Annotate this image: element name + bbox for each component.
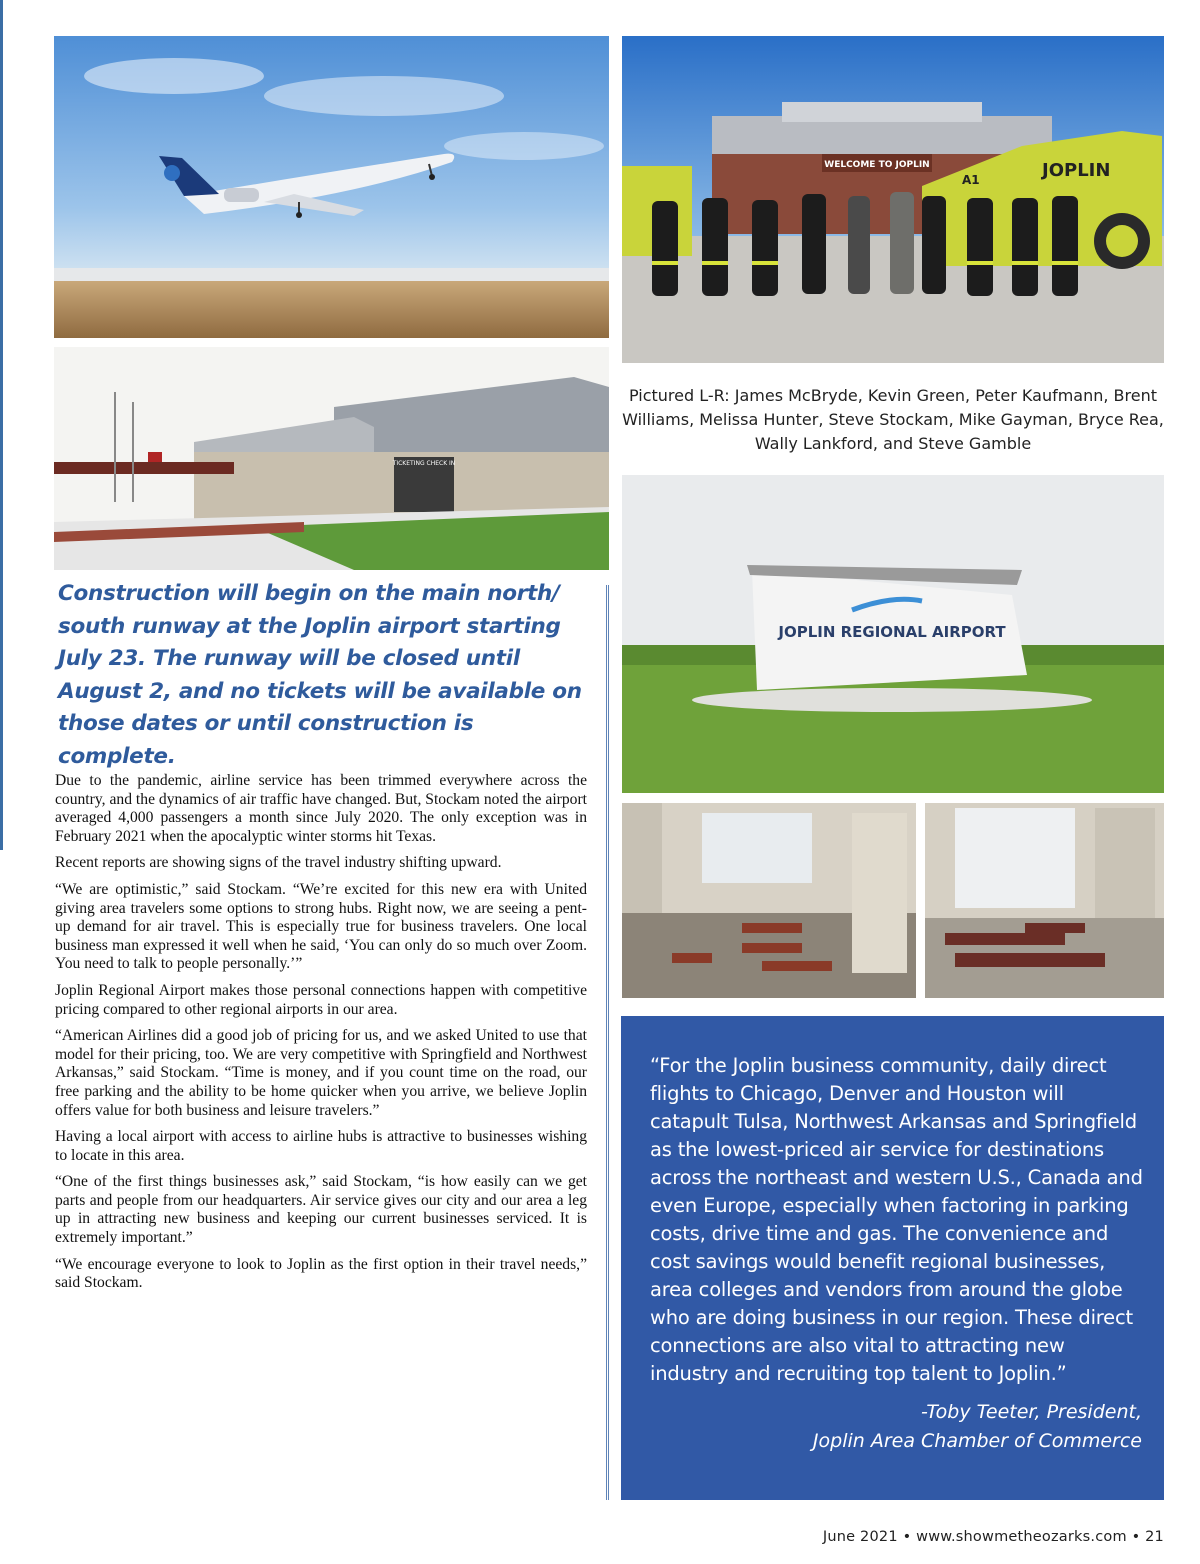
attribution-line-2: Joplin Area Chamber of Commerce: [812, 1430, 1142, 1452]
article-paragraph: “We encourage everyone to look to Joplin as the first option in their travel needs,” said Stockam.: [55, 1255, 587, 1292]
jet-takeoff-photo: [54, 36, 609, 338]
article-paragraph: Having a local airport with access to airline hubs is attractive to businesses wishing to locate in this area.: [55, 1128, 587, 1164]
firecrew-group-photo: [622, 36, 1164, 363]
photo-caption: Pictured L-R: James McBryde, Kevin Green, Peter Kaufmann, Brent Williams, Melissa Hunter, Steve Stockam, Mike Gayman, Bryce Rea, Wally Lankford, and Steve Gamble: [622, 386, 1164, 453]
article-paragraph: “We are optimistic,” said Stockam. “We’re excited for this new era with United giving area travelers some options to strong hubs. Right now, we are seeing a pent-up demand for air travel. This is especially true for business travelers. One local business man expressed it well when he said, ‘You can only do so much over Zoom. You need to talk to people personally.’”: [55, 880, 587, 973]
column-divider: [606, 585, 609, 1500]
article-paragraph: Due to the pandemic, airline service has been trimmed everywhere across the country, and the dynamics of air traffic have changed. But, Stockam noted the airport averaged 4,000 passengers a month since July 2020. The only exception was in February 2021 when the apocalyptic winter storms hit Texas.: [55, 772, 587, 845]
interior-seating-photo-2: [925, 803, 1164, 998]
terminal-welcome-text: WELCOME TO JOPLIN: [824, 160, 930, 170]
attribution-line-1: -Toby Teeter, President,: [920, 1401, 1142, 1423]
pull-quote: Construction will begin on the main north/ south runway at the Joplin airport starting July 23. The runway will be closed until August 2, and no tickets will be available on those dates or until construction is complete.: [58, 581, 582, 769]
article-paragraph: Joplin Regional Airport makes those personal connections happen with competitive pricing compared to other regional airports in our area.: [55, 981, 587, 1018]
page-footer: June 2021 • www.showmetheozarks.com • 21: [822, 1529, 1164, 1545]
truck-number-text: A1: [962, 173, 980, 187]
terminal-sign-text: TICKETING CHECK IN: [392, 460, 456, 467]
article-paragraph: “American Airlines did a good job of pricing for us, and we asked United to use that model for their pricing, too. We are very competitive with Springfield and Northwest Arkansas,” said Stockam. “Time is money, and if you count time on the road, our free parking and the ability to be home quicker when you arrive, we believe Joplin offers value for both business and leisure travelers.”: [55, 1027, 587, 1119]
sign-name-text: JOPLIN REGIONAL AIRPORT: [778, 623, 1006, 641]
airport-sign-photo: [622, 475, 1164, 793]
quote-text: “For the Joplin business community, daily direct flights to Chicago, Denver and Houston will catapult Tulsa, Northwest Arkansas and Springfield as the lowest-priced air service for destinations across the northeast and western U.S., Canada and even Europe, especially when factoring in parking costs, drive time and gas. The convenience and cost savings would benefit regional businesses, area colleges and vendors from around the globe who are doing business in our region. These direct connections are also vital to attracting new industry and recruiting top talent to Joplin.”: [650, 1054, 1143, 1385]
chamber-quote-box: [621, 1016, 1164, 1500]
quote-attribution: [813, 1398, 1142, 1456]
article-body: [55, 772, 587, 1301]
truck-logo-text: JOPLIN: [1042, 160, 1111, 181]
article-paragraph: “One of the first things businesses ask,” said Stockam, “is how easily can we get parts and people from our headquarters. Air service gives our city and our area a leg up in attracting new business and keeping our current businesses serviced. It is extremely important.”: [55, 1173, 587, 1247]
terminal-building-photo: [54, 347, 609, 570]
article-paragraph: Recent reports are showing signs of the travel industry shifting upward.: [55, 854, 502, 872]
page-edge-bar: [0, 0, 3, 850]
interior-seating-photo-1: [622, 803, 916, 998]
